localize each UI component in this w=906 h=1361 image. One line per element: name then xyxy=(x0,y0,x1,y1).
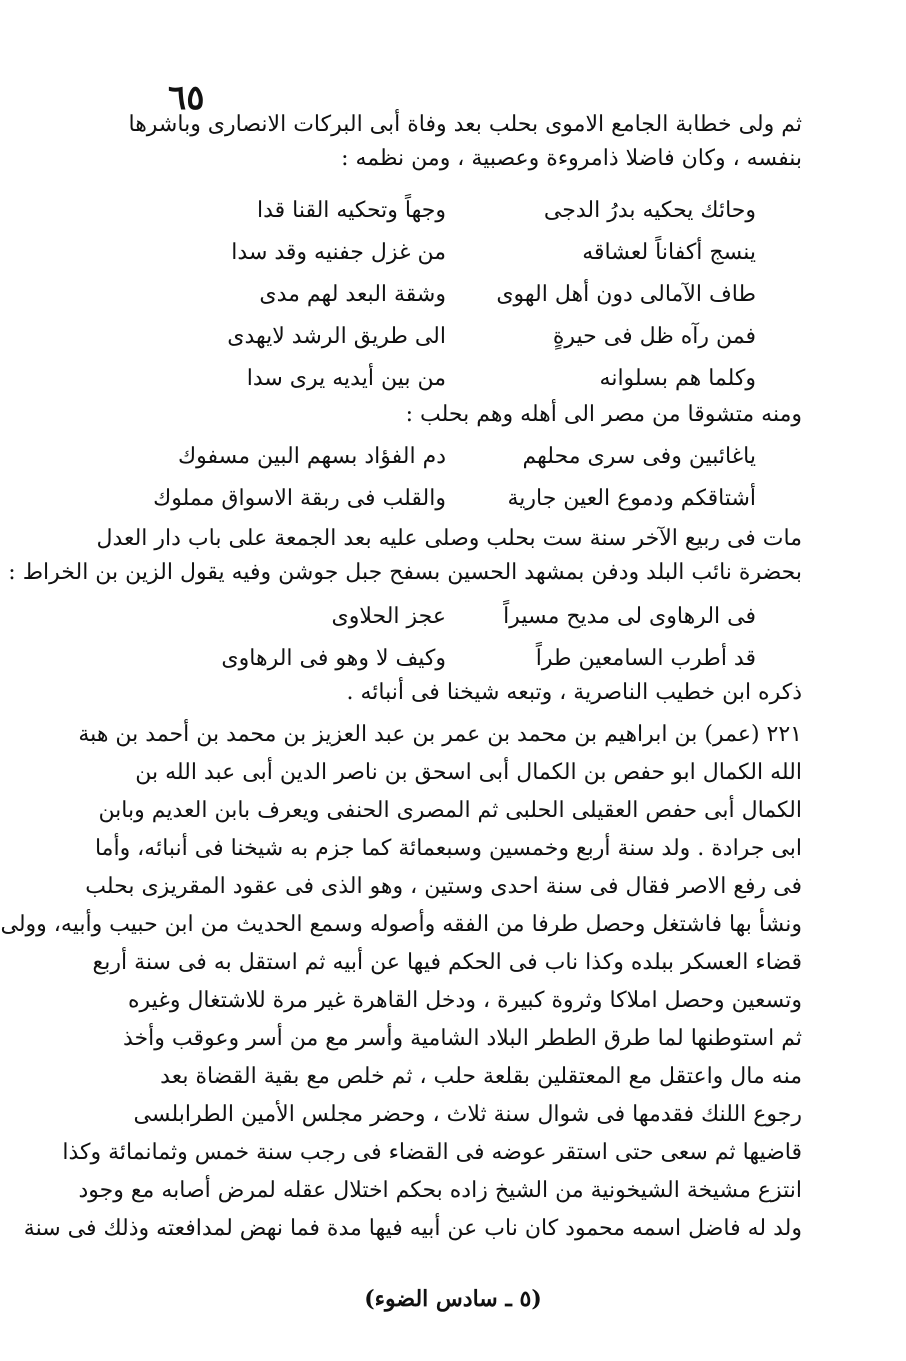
text-line: قضاء العسكر ببلده وكذا ناب فى الحكم فيها عن أبيه ثم استقل به فى سنة أربع xyxy=(92,950,802,975)
text-line: ثم استوطنها لما طرق الططر البلاد الشامية وأسر مع من أسر وعوقب وأخذ xyxy=(123,1026,802,1051)
poem-rahawi xyxy=(176,596,756,680)
verse-second-hemistich: عجز الحلاوى xyxy=(331,604,446,629)
verse-second-hemistich: دم الفؤاد بسهم البين مسفوك xyxy=(177,444,446,469)
verse-line xyxy=(176,638,756,680)
verse-first-hemistich: فمن رآه ظل فى حيرةٍ xyxy=(552,324,756,349)
paragraph-wafat xyxy=(8,522,802,590)
text-line: ولد له فاضل اسمه محمود كان ناب عن أبيه فيها مدة فما نهض لمدافعته وذلك فى سنة xyxy=(23,1216,802,1241)
entry-221-umar xyxy=(0,716,802,1248)
verse-line xyxy=(176,316,756,358)
verse-second-hemistich: وجهاً وتحكيه القنا قدا xyxy=(256,198,446,223)
verse-second-hemistich: الى طريق الرشد لايهدى xyxy=(227,324,446,349)
text-line: ابى جرادة . ولد سنة أربع وخمسين وسبعمائة كما جزم به شيخنا فى أنبائه، وأما xyxy=(94,836,802,861)
text-line: ذكره ابن خطيب الناصرية ، وتبعه شيخنا فى أنبائه . xyxy=(346,680,802,705)
text-line: وتسعين وحصل املاكا وثروة كبيرة ، ودخل القاهرة غير مرة للاشتغال وغيره xyxy=(128,988,802,1013)
poem-hayik xyxy=(176,190,756,400)
verse-first-hemistich: وحائك يحكيه بدرُ الدجى xyxy=(543,198,756,223)
text-line: مات فى ربيع الآخر سنة ست بحلب وصلى عليه بعد الجمعة على باب دار العدل xyxy=(96,526,802,551)
verse-line xyxy=(176,596,756,638)
verse-second-hemistich: من بين أيديه يرى سدا xyxy=(246,366,446,391)
text-line: بنفسه ، وكان فاضلا ذامروءة وعصبية ، ومن نظمه : xyxy=(341,146,802,171)
verse-line xyxy=(176,190,756,232)
verse-first-hemistich: أشتاقكم ودموع العين جارية xyxy=(507,486,756,511)
verse-first-hemistich: ينسج أكفاناً لعشاقه xyxy=(582,240,756,265)
page-number: ٦٥ xyxy=(168,78,205,118)
text-line: فى رفع الاصر فقال فى سنة احدى وستين ، وهو الذى فى عقود المقريزى بحلب xyxy=(85,874,802,899)
verse-first-hemistich: وكلما هم بسلوانه xyxy=(599,366,756,391)
verse-line xyxy=(153,478,756,520)
verse-line xyxy=(176,358,756,400)
text-line: رجوع اللنك فقدمها فى شوال سنة ثلاث ، وحضر مجلس الأمين الطرابلسى xyxy=(133,1102,802,1127)
text-line: انتزع مشيخة الشيخونية من الشيخ زاده بحكم اختلال عقله لمرض أصابه مع وجود xyxy=(78,1178,802,1203)
paragraph-dhakarahu xyxy=(112,676,802,710)
text-line: بحضرة نائب البلد ودفن بمشهد الحسين بسفح جبل جوشن وفيه يقول الزين بن الخراط : xyxy=(8,560,802,585)
text-line: ٢٢١ (عمر) بن ابراهيم بن محمد بن عمر بن عبد العزيز بن محمد بن أحمد بن هبة xyxy=(78,722,802,747)
text-line: ونشأ بها فاشتغل وحصل طرفا من الفقه وأصوله وسمع الحديث من ابن حبيب وأبيه، وولى xyxy=(0,912,802,937)
paragraph-mutashawwiq xyxy=(112,398,802,432)
text-line: منه مال واعتقل مع المعتقلين بقلعة حلب ، ثم خلص مع بقية القضاة بعد xyxy=(160,1064,802,1089)
verse-second-hemistich: من غزل جفنيه وقد سدا xyxy=(231,240,446,265)
verse-first-hemistich: فى الرهاوى لى مديح مسيراً xyxy=(503,604,756,629)
verse-second-hemistich: والقلب فى ربقة الاسواق مملوك xyxy=(153,486,446,511)
paragraph-khataba xyxy=(112,108,802,176)
poem-ghaibin xyxy=(153,436,756,520)
verse-line xyxy=(176,436,756,478)
verse-line xyxy=(176,274,756,316)
verse-first-hemistich: طاف الآمالى دون أهل الهوى xyxy=(496,282,756,307)
text-line: الكمال أبى حفص العقيلى الحلبى ثم المصرى الحنفى ويعرف بابن العديم وبابن xyxy=(98,798,802,823)
text-line: ثم ولى خطابة الجامع الاموى بحلب بعد وفاة أبى البركات الانصارى وباشرها xyxy=(128,112,802,137)
verse-first-hemistich: قد أطرب السامعين طراً xyxy=(535,646,756,671)
text-line: ومنه متشوقا من مصر الى أهله وهم بحلب : xyxy=(405,402,802,427)
verse-first-hemistich: ياغائبين وفى سرى محلهم xyxy=(522,444,756,469)
verse-second-hemistich: وكيف لا وهو فى الرهاوى xyxy=(221,646,446,671)
verse-second-hemistich: وشقة البعد لهم مدى xyxy=(259,282,446,307)
text-line: قاضيها ثم سعى حتى استقر عوضه فى القضاء فى رجب سنة خمس وثمانمائة وكذا xyxy=(62,1140,802,1165)
text-line: الله الكمال ابو حفص بن الكمال أبى اسحق بن ناصر الدين أبى عبد الله بن xyxy=(135,760,802,785)
footer-signature: (٥ ـ سادس الضوء) xyxy=(364,1286,542,1312)
verse-line xyxy=(176,232,756,274)
